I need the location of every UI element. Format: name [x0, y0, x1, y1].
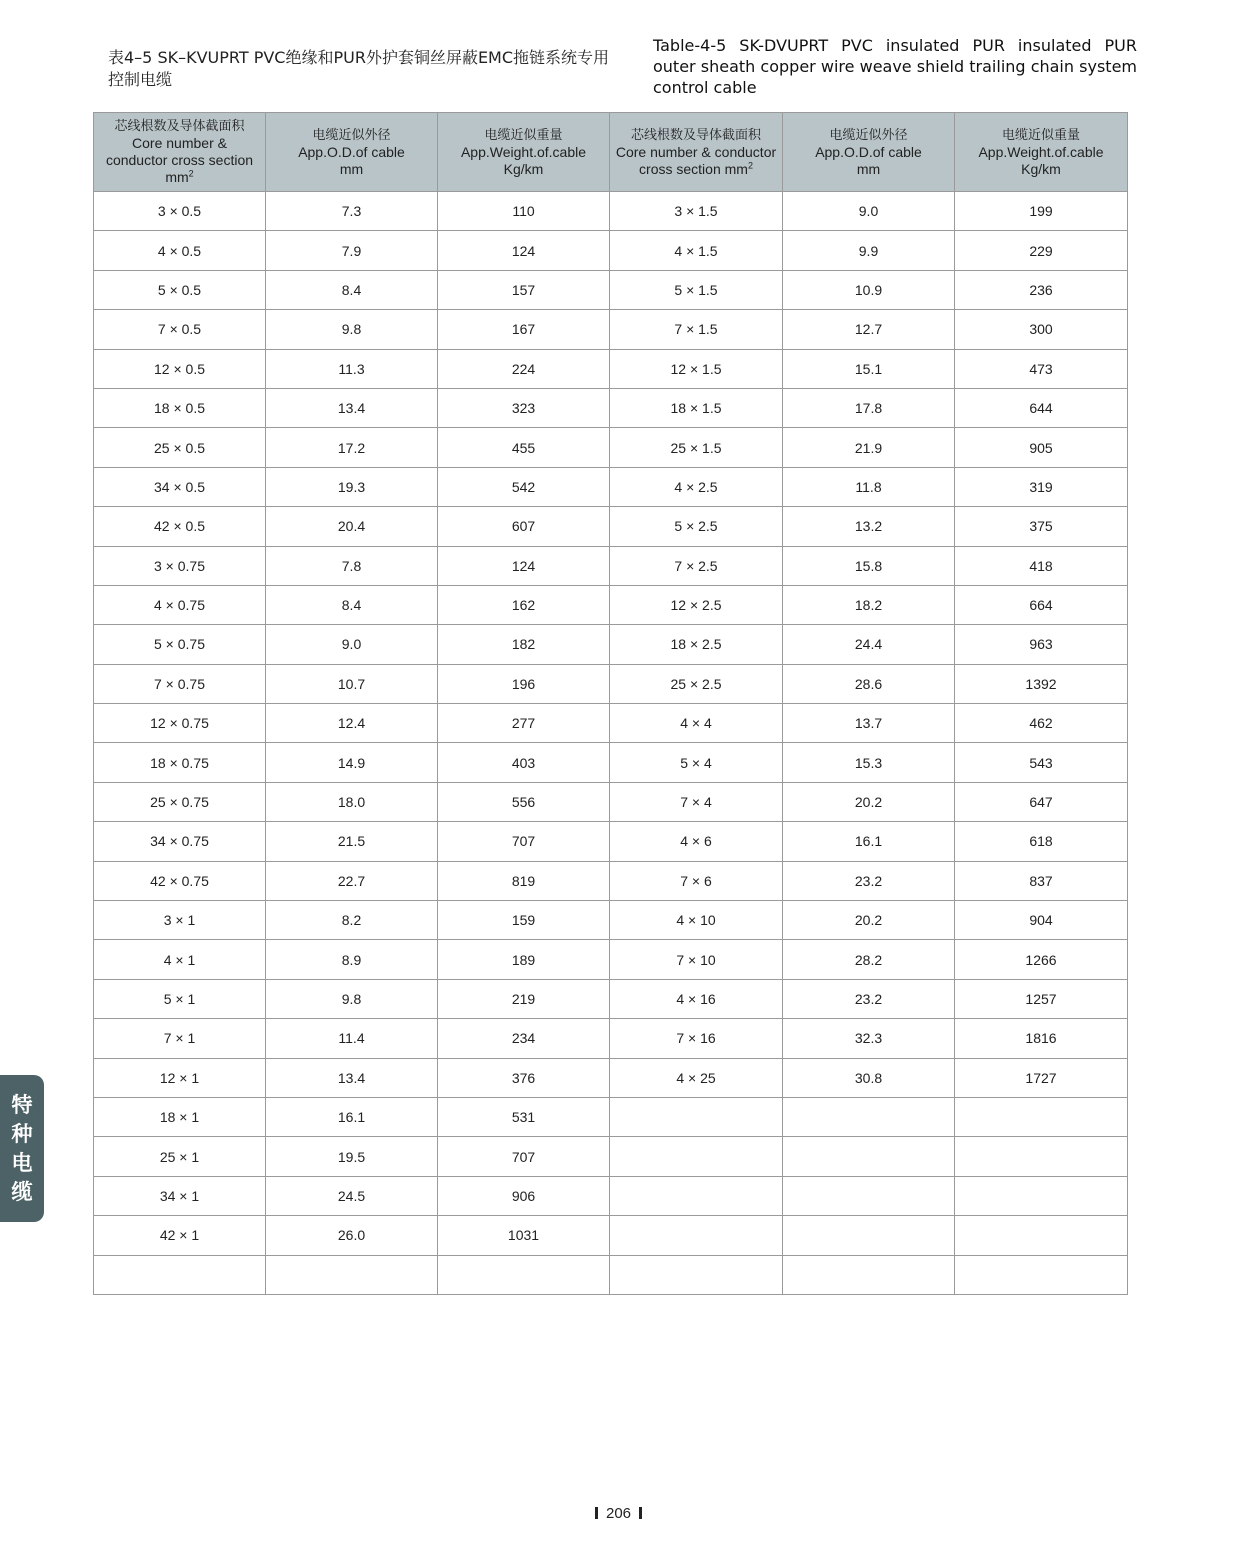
cell-od-left: 11.4: [266, 1019, 438, 1058]
cell-weight-right: 319: [955, 467, 1128, 506]
cell-od-right: 20.2: [783, 901, 955, 940]
page-number-bar-left: [595, 1507, 598, 1519]
cell-weight-left: 376: [438, 1058, 610, 1097]
cell-weight-right: 1257: [955, 979, 1128, 1018]
header-label-en: Core number &: [132, 135, 227, 151]
cell-core-number-left: 5 × 0.75: [94, 625, 266, 664]
cell-od-right: 12.7: [783, 310, 955, 349]
cell-od-right: 13.7: [783, 704, 955, 743]
cell-core-number-left: [94, 1255, 266, 1294]
table-row: [94, 1058, 1128, 1097]
cell-core-number-left: 34 × 1: [94, 1176, 266, 1215]
header-unit-text: cross section mm: [639, 160, 748, 177]
cell-weight-left: 234: [438, 1019, 610, 1058]
cell-weight-right: [955, 1097, 1128, 1136]
header-label-en: App.Weight.of.cable: [978, 143, 1104, 160]
table-row: [94, 979, 1128, 1018]
cell-core-number-right: 25 × 2.5: [610, 664, 783, 703]
table-row: [94, 822, 1128, 861]
table-row: [94, 428, 1128, 467]
table-row: [94, 467, 1128, 506]
header-label-cn: 芯线根数及导体截面积: [114, 119, 245, 134]
table-row: [94, 940, 1128, 979]
cell-od-left: 26.0: [266, 1216, 438, 1255]
cell-weight-right: 618: [955, 822, 1128, 861]
cell-od-right: 15.3: [783, 743, 955, 782]
cell-core-number-left: 25 × 0.75: [94, 782, 266, 821]
cell-od-right: 15.8: [783, 546, 955, 585]
cell-od-right: 32.3: [783, 1019, 955, 1058]
cell-core-number-right: 7 × 4: [610, 782, 783, 821]
cell-core-number-left: 3 × 0.75: [94, 546, 266, 585]
table-row: [94, 743, 1128, 782]
cell-od-left: 16.1: [266, 1097, 438, 1136]
cell-core-number-right: 18 × 1.5: [610, 388, 783, 427]
table-row: [94, 861, 1128, 900]
cell-core-number-left: 12 × 1: [94, 1058, 266, 1097]
cell-od-right: 23.2: [783, 979, 955, 1018]
table-row: [94, 1137, 1128, 1176]
header-weight-left: [438, 113, 610, 192]
cell-core-number-left: 34 × 0.75: [94, 822, 266, 861]
cell-core-number-left: 18 × 0.5: [94, 388, 266, 427]
cell-weight-left: 124: [438, 231, 610, 270]
cell-weight-right: [955, 1255, 1128, 1294]
cell-od-left: 21.5: [266, 822, 438, 861]
cell-weight-right: 837: [955, 861, 1128, 900]
cell-core-number-left: 34 × 0.5: [94, 467, 266, 506]
cell-core-number-left: 7 × 0.75: [94, 664, 266, 703]
cell-core-number-right: 4 × 6: [610, 822, 783, 861]
cell-weight-left: 124: [438, 546, 610, 585]
cell-weight-right: 543: [955, 743, 1128, 782]
table-row: [94, 664, 1128, 703]
cell-od-left: 11.3: [266, 349, 438, 388]
cell-weight-left: 189: [438, 940, 610, 979]
header-label-en: conductor cross section: [105, 152, 254, 168]
section-side-tab: [0, 1075, 44, 1222]
cell-weight-left: 159: [438, 901, 610, 940]
table-row: [94, 704, 1128, 743]
cell-od-left: 10.7: [266, 664, 438, 703]
cell-core-number-left: 3 × 1: [94, 901, 266, 940]
cell-weight-left: 906: [438, 1176, 610, 1215]
cell-od-right: 13.2: [783, 507, 955, 546]
cell-core-number-left: 4 × 1: [94, 940, 266, 979]
cell-od-right: [783, 1216, 955, 1255]
cell-od-right: 16.1: [783, 822, 955, 861]
cell-od-left: 8.4: [266, 270, 438, 309]
cell-weight-right: 905: [955, 428, 1128, 467]
cell-core-number-right: 12 × 1.5: [610, 349, 783, 388]
cell-core-number-right: 7 × 6: [610, 861, 783, 900]
cell-core-number-right: 5 × 1.5: [610, 270, 783, 309]
cell-od-right: [783, 1255, 955, 1294]
header-weight-right: [955, 113, 1128, 192]
cell-od-right: 24.4: [783, 625, 955, 664]
cell-od-left: 20.4: [266, 507, 438, 546]
header-label-cn: 电缆近似外径: [312, 127, 391, 143]
header-label-en-unit: [610, 161, 782, 178]
cell-weight-left: [438, 1255, 610, 1294]
cell-od-left: 7.3: [266, 192, 438, 231]
table-row: [94, 782, 1128, 821]
cell-weight-left: 277: [438, 704, 610, 743]
cell-core-number-right: 7 × 1.5: [610, 310, 783, 349]
cell-weight-right: 1266: [955, 940, 1128, 979]
cell-core-number-right: [610, 1216, 783, 1255]
cell-weight-right: 199: [955, 192, 1128, 231]
page-number-bar-right: [639, 1507, 642, 1519]
header-unit: mm: [339, 160, 364, 177]
cell-od-left: 8.9: [266, 940, 438, 979]
header-core-number-left: [94, 113, 266, 192]
cell-weight-left: 219: [438, 979, 610, 1018]
cell-weight-right: 664: [955, 585, 1128, 624]
cell-od-left: [266, 1255, 438, 1294]
cell-weight-left: 556: [438, 782, 610, 821]
cell-weight-right: [955, 1137, 1128, 1176]
cell-core-number-right: [610, 1097, 783, 1136]
cell-od-left: 8.2: [266, 901, 438, 940]
cell-od-left: 13.4: [266, 1058, 438, 1097]
cell-weight-right: 904: [955, 901, 1128, 940]
cell-weight-left: 323: [438, 388, 610, 427]
cell-od-right: [783, 1176, 955, 1215]
cell-core-number-left: 4 × 0.5: [94, 231, 266, 270]
cell-core-number-right: 4 × 4: [610, 704, 783, 743]
header-label-en: App.O.D.of cable: [298, 143, 405, 160]
cell-od-right: 18.2: [783, 585, 955, 624]
table-row: [94, 585, 1128, 624]
cell-od-right: 28.2: [783, 940, 955, 979]
cell-weight-left: 157: [438, 270, 610, 309]
cell-weight-right: 375: [955, 507, 1128, 546]
cell-od-left: 9.0: [266, 625, 438, 664]
header-unit-sup: 2: [747, 159, 753, 170]
cell-od-right: 20.2: [783, 782, 955, 821]
cell-core-number-right: 5 × 2.5: [610, 507, 783, 546]
cell-od-left: 24.5: [266, 1176, 438, 1215]
cell-core-number-left: 25 × 0.5: [94, 428, 266, 467]
cell-weight-right: 963: [955, 625, 1128, 664]
cell-od-right: 28.6: [783, 664, 955, 703]
cell-od-left: 8.4: [266, 585, 438, 624]
header-unit-text: mm: [165, 169, 189, 185]
cell-core-number-left: 5 × 0.5: [94, 270, 266, 309]
cell-core-number-left: 3 × 0.5: [94, 192, 266, 231]
cell-weight-left: 196: [438, 664, 610, 703]
cell-weight-right: 1816: [955, 1019, 1128, 1058]
cell-core-number-left: 25 × 1: [94, 1137, 266, 1176]
cell-od-left: 12.4: [266, 704, 438, 743]
cell-core-number-right: 4 × 25: [610, 1058, 783, 1097]
cell-weight-left: 707: [438, 1137, 610, 1176]
cell-od-left: 9.8: [266, 310, 438, 349]
cell-od-left: 19.3: [266, 467, 438, 506]
cell-od-right: 17.8: [783, 388, 955, 427]
cell-core-number-right: 4 × 1.5: [610, 231, 783, 270]
table-row: [94, 901, 1128, 940]
cell-weight-right: 300: [955, 310, 1128, 349]
header-od-left: [266, 113, 438, 192]
cell-weight-left: 110: [438, 192, 610, 231]
section-side-tab-label: 特种电缆: [11, 1092, 33, 1204]
cell-weight-right: [955, 1176, 1128, 1215]
cell-core-number-right: [610, 1137, 783, 1176]
page-footer: [0, 1505, 1237, 1523]
header-core-number-right: [610, 113, 783, 192]
header-label-cn: 电缆近似重量: [1001, 127, 1080, 143]
table-row: [94, 231, 1128, 270]
cell-weight-left: 162: [438, 585, 610, 624]
cell-weight-left: 607: [438, 507, 610, 546]
cell-od-left: 13.4: [266, 388, 438, 427]
cell-od-right: 9.9: [783, 231, 955, 270]
cell-core-number-left: 4 × 0.75: [94, 585, 266, 624]
cell-od-right: [783, 1097, 955, 1136]
cell-core-number-right: 7 × 16: [610, 1019, 783, 1058]
table-title-chinese: 表4–5 SK–KVUPRT PVC绝缘和PUR外护套铜丝屏蔽EMC拖链系统专用控制电缆: [108, 48, 610, 89]
cell-core-number-right: 4 × 10: [610, 901, 783, 940]
cell-core-number-right: 12 × 2.5: [610, 585, 783, 624]
cell-weight-right: 644: [955, 388, 1128, 427]
cell-weight-left: 224: [438, 349, 610, 388]
header-label-cn: 电缆近似重量: [484, 127, 563, 143]
cell-core-number-left: 42 × 0.5: [94, 507, 266, 546]
table-row: [94, 625, 1128, 664]
cell-core-number-left: 42 × 0.75: [94, 861, 266, 900]
table-row: [94, 1216, 1128, 1255]
cell-od-left: 9.8: [266, 979, 438, 1018]
cell-od-right: 15.1: [783, 349, 955, 388]
cell-weight-left: 455: [438, 428, 610, 467]
cell-od-left: 7.9: [266, 231, 438, 270]
cell-core-number-right: [610, 1176, 783, 1215]
page-number: 206: [605, 1505, 632, 1522]
table-title-english: Table-4-5 SK-DVUPRT PVC insulated PUR insulated PUR outer sheath copper wire weave shield trailing chain system control cable: [653, 36, 1137, 97]
cell-od-left: 7.8: [266, 546, 438, 585]
table-row: [94, 1097, 1128, 1136]
cell-weight-left: 819: [438, 861, 610, 900]
table-body: [94, 192, 1128, 1295]
cell-od-left: 22.7: [266, 861, 438, 900]
cell-weight-right: 236: [955, 270, 1128, 309]
header-unit: mm: [856, 160, 881, 177]
cell-core-number-right: 18 × 2.5: [610, 625, 783, 664]
cell-od-right: 9.0: [783, 192, 955, 231]
cell-core-number-left: 7 × 0.5: [94, 310, 266, 349]
header-unit: Kg/km: [503, 160, 544, 177]
cell-od-left: 18.0: [266, 782, 438, 821]
cell-od-right: 30.8: [783, 1058, 955, 1097]
cell-od-left: 14.9: [266, 743, 438, 782]
header-label-en: App.O.D.of cable: [815, 143, 922, 160]
cell-weight-right: 473: [955, 349, 1128, 388]
table-row: [94, 349, 1128, 388]
table-row: [94, 507, 1128, 546]
cell-weight-left: 531: [438, 1097, 610, 1136]
cell-core-number-right: 4 × 16: [610, 979, 783, 1018]
table-row: [94, 1176, 1128, 1215]
header-unit: [94, 169, 265, 186]
cell-weight-right: 418: [955, 546, 1128, 585]
header-od-right: [783, 113, 955, 192]
cell-od-left: 19.5: [266, 1137, 438, 1176]
cell-core-number-left: 18 × 0.75: [94, 743, 266, 782]
table-row: [94, 310, 1128, 349]
header-row: [94, 113, 1128, 192]
cell-weight-left: 182: [438, 625, 610, 664]
cell-core-number-left: 5 × 1: [94, 979, 266, 1018]
header-unit-sup: 2: [188, 168, 194, 179]
cell-weight-left: 707: [438, 822, 610, 861]
cell-weight-right: 1727: [955, 1058, 1128, 1097]
cell-core-number-right: 25 × 1.5: [610, 428, 783, 467]
table-row: [94, 388, 1128, 427]
cell-core-number-right: 7 × 10: [610, 940, 783, 979]
cell-core-number-right: [610, 1255, 783, 1294]
cell-core-number-right: 4 × 2.5: [610, 467, 783, 506]
cell-weight-right: [955, 1216, 1128, 1255]
cell-od-right: 21.9: [783, 428, 955, 467]
cell-od-left: 17.2: [266, 428, 438, 467]
cell-core-number-left: 12 × 0.75: [94, 704, 266, 743]
cell-core-number-left: 7 × 1: [94, 1019, 266, 1058]
table-row: [94, 546, 1128, 585]
spec-table: [93, 112, 1128, 1295]
header-label-en: App.Weight.of.cable: [460, 143, 587, 160]
table-row: [94, 270, 1128, 309]
table-row: [94, 192, 1128, 231]
cell-weight-left: 167: [438, 310, 610, 349]
header-unit: Kg/km: [1021, 160, 1061, 177]
cell-weight-right: 647: [955, 782, 1128, 821]
header-label-cn: 电缆近似外径: [829, 127, 908, 143]
cell-core-number-left: 12 × 0.5: [94, 349, 266, 388]
cell-od-right: 23.2: [783, 861, 955, 900]
cell-weight-right: 1392: [955, 664, 1128, 703]
cell-od-right: 10.9: [783, 270, 955, 309]
cell-weight-left: 403: [438, 743, 610, 782]
cell-od-right: [783, 1137, 955, 1176]
cell-core-number-right: 3 × 1.5: [610, 192, 783, 231]
header-label-en: Core number & conductor: [615, 143, 777, 160]
cell-weight-right: 462: [955, 704, 1128, 743]
cell-core-number-left: 42 × 1: [94, 1216, 266, 1255]
cell-weight-right: 229: [955, 231, 1128, 270]
cell-core-number-right: 5 × 4: [610, 743, 783, 782]
table-row: [94, 1019, 1128, 1058]
table-row: [94, 1255, 1128, 1294]
cell-core-number-left: 18 × 1: [94, 1097, 266, 1136]
header-label-cn: 芯线根数及导体截面积: [630, 127, 761, 143]
cell-weight-left: 1031: [438, 1216, 610, 1255]
cell-weight-left: 542: [438, 467, 610, 506]
cell-od-right: 11.8: [783, 467, 955, 506]
cell-core-number-right: 7 × 2.5: [610, 546, 783, 585]
